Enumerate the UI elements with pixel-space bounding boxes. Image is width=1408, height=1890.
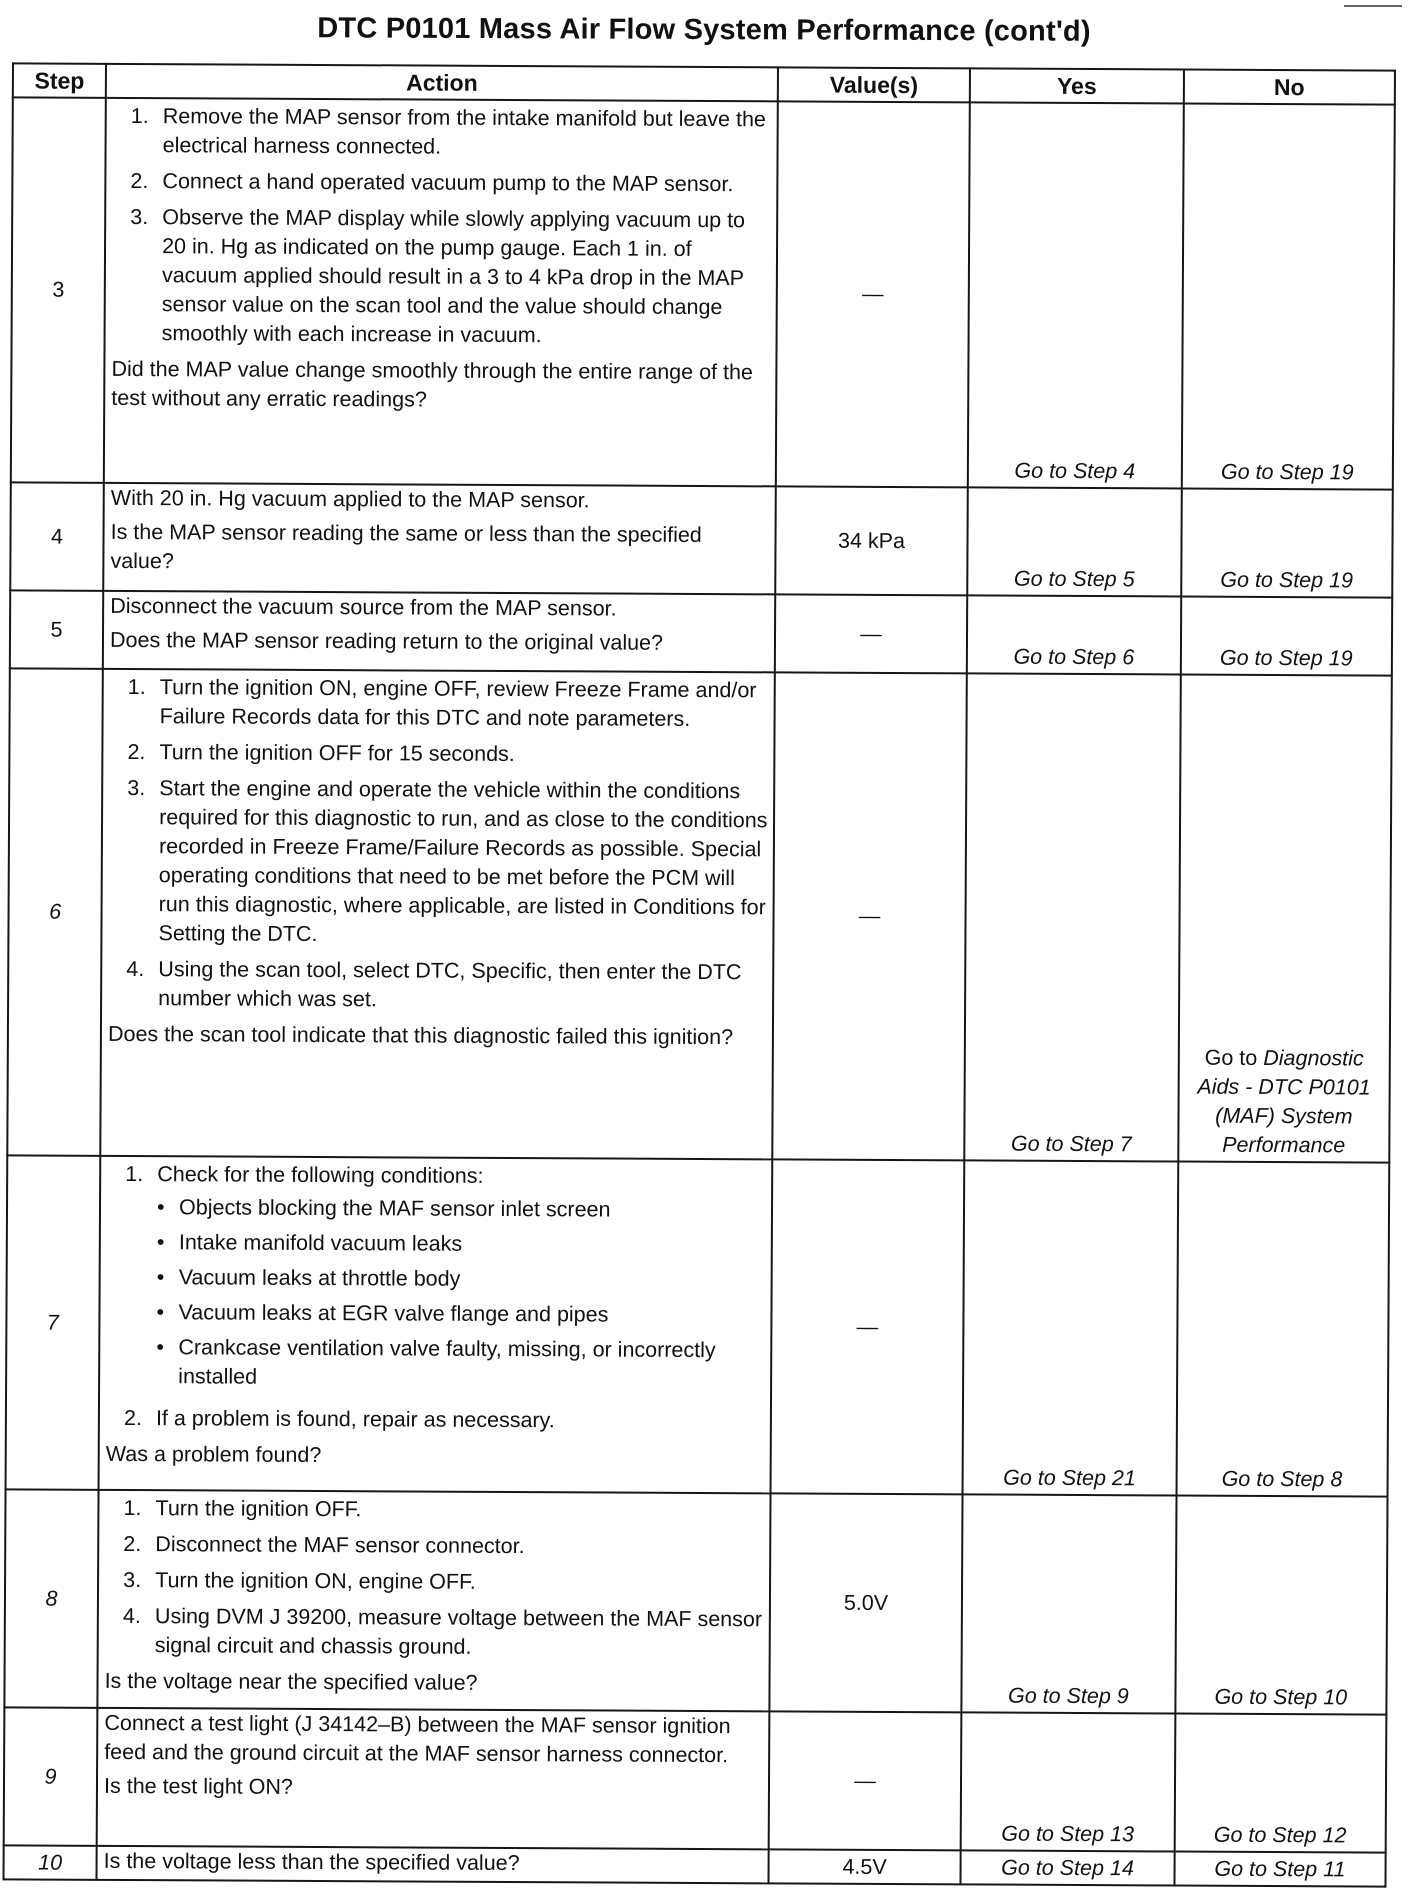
value-cell: 4.5V xyxy=(768,1849,960,1884)
action-cell xyxy=(97,1708,770,1850)
bullet-item: • Crankcase ventilation valve faulty, missing, or incorrectly installed xyxy=(156,1335,716,1389)
action-cell xyxy=(97,1846,769,1884)
bullet-item: • Vacuum leaks at EGR valve flange and pipes xyxy=(156,1300,609,1327)
action-list xyxy=(112,102,773,351)
list-item: 1. Check for the following conditions: • Objects blocking the MAF sensor inlet screen • Intake manifold vacuum leaks • Vacuum leaks at throttle body • Vacuum leaks at EGR valve flange and pipes • Crankcase ventilation valve faulty, missing, or incorrectly installed xyxy=(124,1160,767,1400)
action-cell xyxy=(103,591,775,673)
action-cell xyxy=(104,98,778,487)
header-step: Step xyxy=(13,63,106,97)
action-question: Does the scan tool indicate that this diagnostic failed this ignition? xyxy=(107,1021,734,1050)
step-number: 4 xyxy=(10,482,104,590)
list-item: 1. Remove the MAP sensor from the intake manifold but leave the electrical harness connected. xyxy=(130,103,766,159)
table-row-step-5 xyxy=(10,590,1392,675)
action-list xyxy=(106,1160,767,1436)
action-question: Does the MAP sensor reading return to the original value? xyxy=(110,627,664,655)
yes-cell: Go to Step 21 xyxy=(963,1160,1178,1495)
no-cell xyxy=(1178,675,1392,1163)
value-cell: — xyxy=(770,1159,964,1494)
yes-cell: Go to Step 5 xyxy=(967,487,1181,596)
yes-cell: Go to Step 7 xyxy=(964,673,1180,1161)
condition-bullets xyxy=(156,1193,767,1394)
table-row-step-3 xyxy=(11,97,1395,489)
action-question: Is the MAP sensor reading the same or less than the specified value? xyxy=(110,519,702,574)
list-item: 1. Turn the ignition ON, engine OFF, review Freeze Frame and/or Failure Records data for this DTC and note parameters. xyxy=(127,674,757,731)
action-list xyxy=(105,1494,766,1663)
value-cell: — xyxy=(776,101,970,487)
step-number: 6 xyxy=(7,668,103,1155)
list-item: 4. Using the scan tool, select DTC, Specific, then enter the DTC number which was set. xyxy=(126,956,742,1012)
no-cell: Go to Step 10 xyxy=(1175,1495,1387,1714)
corner-mark xyxy=(1344,5,1402,7)
table-row-step-10 xyxy=(3,1845,1385,1886)
action-question: Was a problem found? xyxy=(105,1441,322,1468)
bullet-item: • Vacuum leaks at throttle body xyxy=(156,1265,461,1291)
header-yes: Yes xyxy=(970,68,1184,103)
value-cell: — xyxy=(775,594,968,673)
no-prefix: Go to xyxy=(1204,1045,1258,1070)
action-question: Is the test light ON? xyxy=(104,1773,293,1799)
no-cell: Go to Step 19 xyxy=(1181,597,1393,676)
no-cell: Go to Step 8 xyxy=(1176,1161,1389,1496)
list-item: 4. Using DVM J 39200, measure voltage between the MAF sensor signal circuit and chassis ground. xyxy=(122,1603,763,1659)
yes-cell: Go to Step 4 xyxy=(968,102,1184,488)
page-title: DTC P0101 Mass Air Flow System Performance (cont'd) xyxy=(317,12,1091,48)
no-cell: Go to Step 11 xyxy=(1174,1851,1385,1886)
no-cell: Go to Step 19 xyxy=(1182,104,1395,490)
value-cell: 34 kPa xyxy=(775,486,968,595)
table-row-step-9 xyxy=(4,1707,1387,1852)
header-action: Action xyxy=(106,64,778,102)
list-item: 2. Turn the ignition OFF for 15 seconds. xyxy=(127,739,515,767)
table-row-step-6 xyxy=(7,668,1392,1162)
step-number: 10 xyxy=(3,1845,96,1879)
action-cell xyxy=(99,1156,773,1494)
yes-cell: Go to Step 9 xyxy=(961,1494,1176,1713)
list-item: 2. Disconnect the MAF sensor connector. xyxy=(123,1531,525,1559)
action-question: Did the MAP value change smoothly through the entire range of the test without any erratic readings? xyxy=(111,356,753,412)
action-cell xyxy=(100,669,774,1160)
table-row-step-4 xyxy=(10,482,1393,597)
action-cell xyxy=(97,1490,770,1712)
yes-cell: Go to Step 6 xyxy=(967,595,1181,674)
list-item: 1. Turn the ignition OFF. xyxy=(123,1495,362,1522)
yes-cell: Go to Step 14 xyxy=(961,1850,1175,1885)
value-cell: — xyxy=(772,672,967,1160)
value-cell: — xyxy=(769,1711,962,1850)
step-number: 5 xyxy=(10,590,103,668)
list-item: 3. Turn the ignition ON, engine OFF. xyxy=(123,1567,476,1594)
list-item: 3. Observe the MAP display while slowly applying vacuum up to 20 in. Hg as indicated on the pump gauge. Each 1 in. of vacuum applied should result in a 3 to 4 kPa drop in the MAP sensor value on the scan tool and the value should change smoothly with each increase in vacuum. xyxy=(130,204,746,348)
action-question: Is the voltage near the specified value? xyxy=(104,1668,478,1695)
list-item: 2. Connect a hand operated vacuum pump to the MAP sensor. xyxy=(130,168,734,197)
table-row-step-7 xyxy=(6,1155,1390,1496)
no-cell: Go to Step 19 xyxy=(1181,489,1393,598)
header-no: No xyxy=(1184,70,1395,105)
step-number: 3 xyxy=(11,97,106,482)
table-row-step-8 xyxy=(4,1489,1387,1714)
action-cell xyxy=(103,483,775,595)
value-cell: 5.0V xyxy=(769,1493,962,1712)
diagnostic-aids-reference: Diagnostic Aids - DTC P0101 (MAF) System Performance xyxy=(1197,1045,1371,1158)
step-number: 9 xyxy=(4,1707,98,1845)
no-cell: Go to Step 12 xyxy=(1174,1713,1386,1852)
list-item: 3. Start the engine and operate the vehicle within the conditions required for this diagnostic to run, and as close to the conditions recorded in Freeze Frame/Failure Records as possible. Special operating conditions that need to be met before the PCM will run this diagnostic, where applicable, are listed in Conditions for Setting the DTC. xyxy=(127,775,768,946)
yes-cell: Go to Step 13 xyxy=(961,1712,1175,1851)
action-list xyxy=(108,673,770,1016)
action-line: Disconnect the vacuum source from the MAP sensor. xyxy=(110,593,617,621)
action-question: Is the voltage less than the specified value? xyxy=(103,1848,520,1876)
list-item: 2. If a problem is found, repair as necessary. xyxy=(123,1405,555,1433)
bullet-item: • Intake manifold vacuum leaks xyxy=(156,1230,463,1256)
bullet-item: • Objects blocking the MAF sensor inlet screen xyxy=(157,1195,611,1222)
action-line: With 20 in. Hg vacuum applied to the MAP sensor. xyxy=(110,485,590,513)
step-number: 7 xyxy=(6,1155,101,1489)
dtc-table xyxy=(2,62,1396,1887)
step-number: 8 xyxy=(4,1489,98,1707)
action-line: Connect a test light (J 34142–B) between the MAF sensor ignition feed and the ground circuit at the MAF sensor harness connector. xyxy=(104,1710,731,1768)
header-values: Value(s) xyxy=(778,67,970,102)
